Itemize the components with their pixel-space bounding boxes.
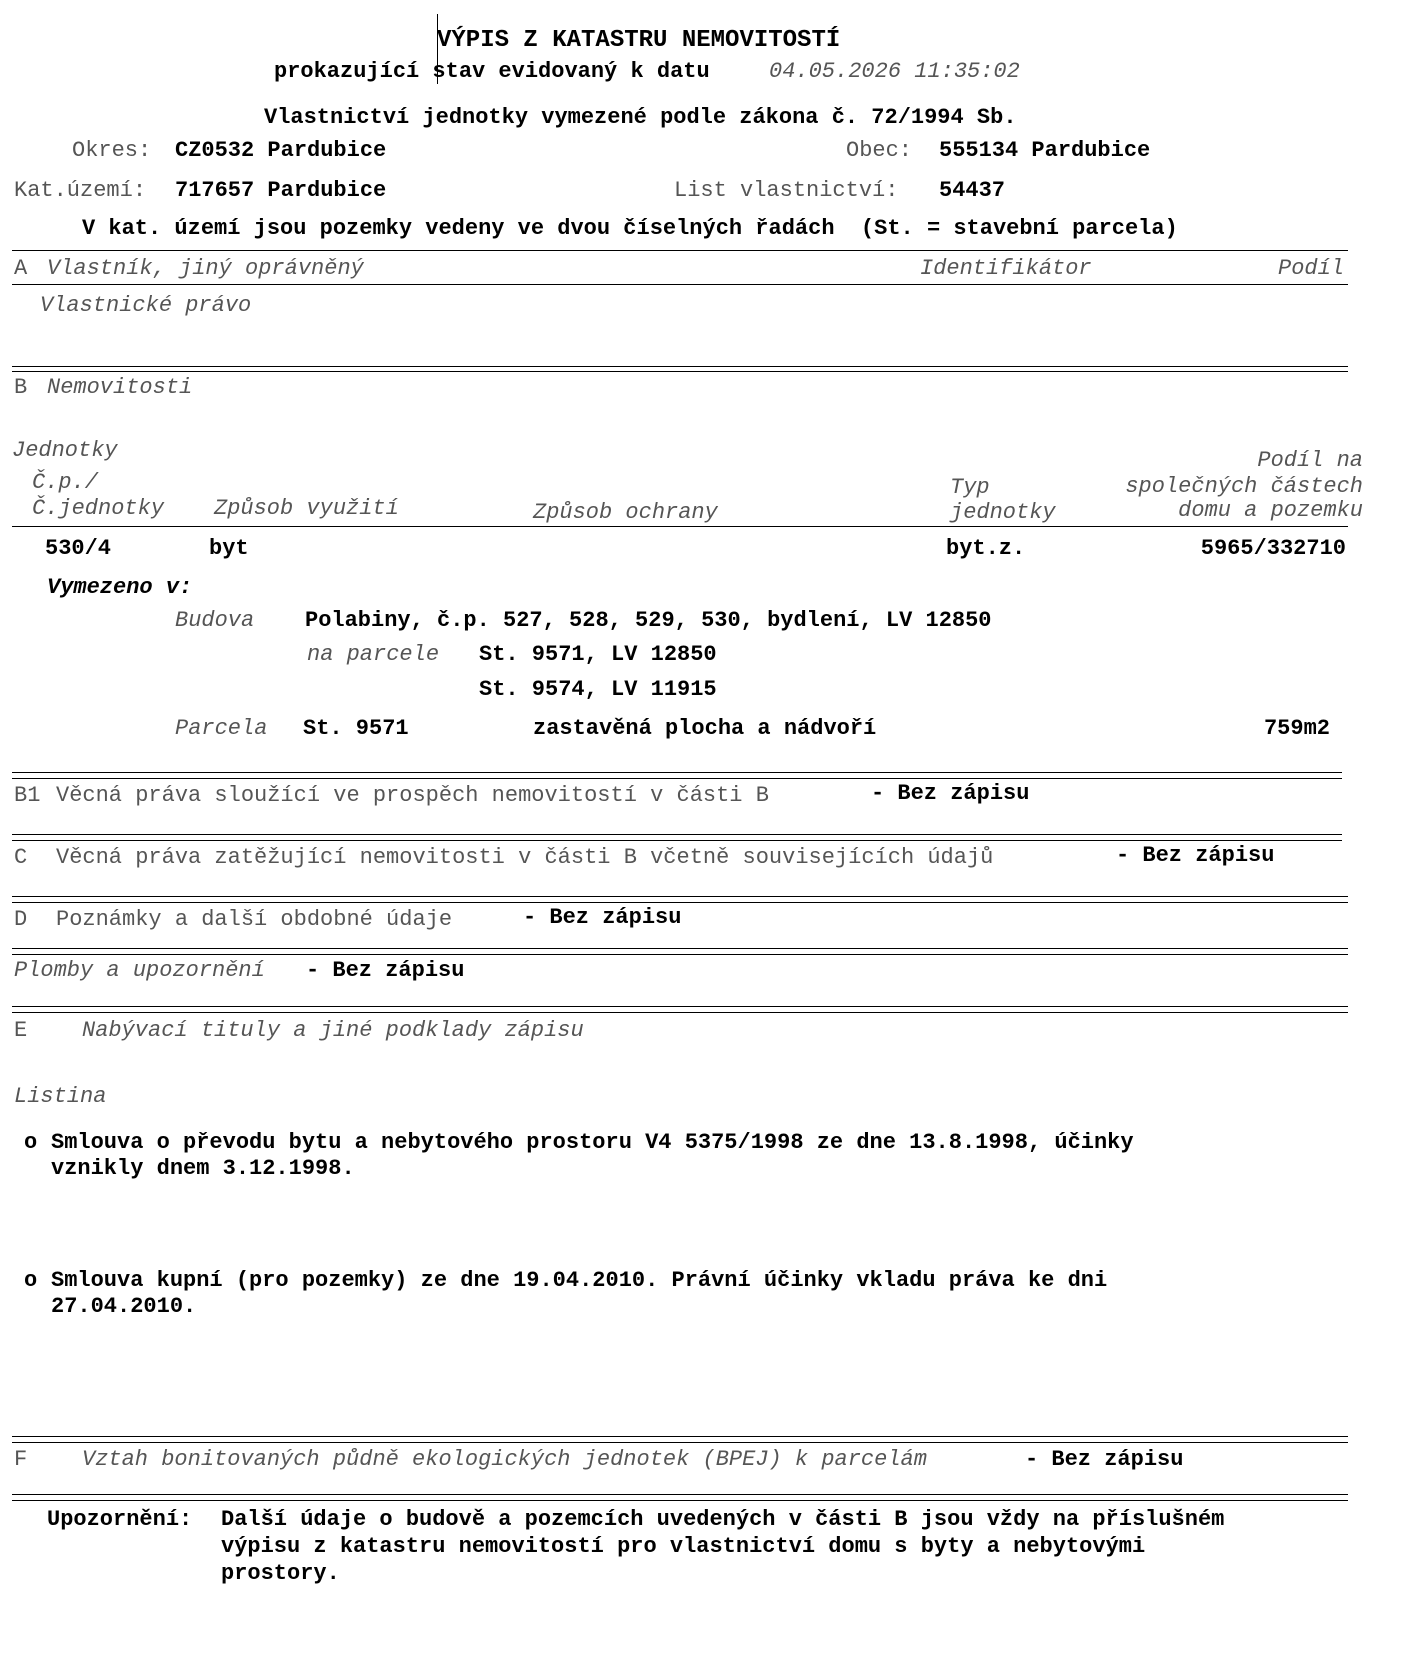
section-c-letter: C bbox=[14, 845, 28, 870]
section-b-title: Nemovitosti bbox=[47, 375, 193, 400]
rule-b1-top-1 bbox=[12, 772, 1342, 773]
rule-f-top-1 bbox=[12, 1436, 1348, 1437]
section-f-letter: F bbox=[14, 1447, 28, 1472]
rule-e-top-2 bbox=[12, 1012, 1348, 1013]
col-type-2: jednotky bbox=[950, 500, 1056, 525]
defined-in: Vymezeno v: bbox=[47, 575, 193, 600]
section-e-letter: E bbox=[14, 1018, 28, 1043]
katuzemi-label: Kat.území: bbox=[14, 178, 147, 203]
subtitle-prefix: prokazující stav evidovaný k datu bbox=[274, 59, 710, 84]
section-b1-letter: B1 bbox=[14, 783, 41, 808]
rule-c-top-2 bbox=[12, 840, 1342, 841]
okres-value: CZ0532 Pardubice bbox=[175, 138, 387, 163]
rule-d-top-1 bbox=[12, 896, 1348, 897]
section-a-title: Vlastník, jiný oprávněný bbox=[47, 256, 364, 281]
col-protection: Způsob ochrany bbox=[533, 500, 718, 525]
rule-notice-top-1 bbox=[12, 1494, 1348, 1495]
series-note: V kat. území jsou pozemky vedeny ve dvou číselných řadách (St. = stavební parcela) bbox=[82, 216, 1178, 241]
section-a-letter: A bbox=[14, 256, 28, 281]
section-f-title: Vztah bonitovaných půdně ekologických jednotek (BPEJ) k parcelám bbox=[82, 1447, 927, 1472]
section-b1-title: Věcná práva sloužící ve prospěch nemovitostí v části B bbox=[56, 783, 769, 808]
building-value: Polabiny, č.p. 527, 528, 529, 530, bydlení, LV 12850 bbox=[305, 608, 992, 633]
section-b-letter: B bbox=[14, 375, 28, 400]
section-d-title: Poznámky a další obdobné údaje bbox=[56, 907, 453, 932]
section-a-subtitle: Vlastnické právo bbox=[40, 293, 252, 318]
section-d-status: - Bez zápisu bbox=[523, 905, 682, 930]
row-share: 5965/332710 bbox=[1200, 536, 1346, 561]
col-share: Podíl bbox=[1278, 256, 1345, 281]
section-c-status: - Bez zápisu bbox=[1116, 843, 1275, 868]
col-share-3: domu a pozemku bbox=[1178, 498, 1363, 523]
doc-2-line-1: Smlouva kupní (pro pozemky) ze dne 19.04.2010. Právní účinky vkladu práva ke dni bbox=[51, 1268, 1108, 1293]
rule-a-header bbox=[12, 284, 1348, 285]
col-type-1: Typ bbox=[950, 475, 990, 500]
parcel-area: 759m2 bbox=[1263, 716, 1330, 741]
on-parcel-label: na parcele bbox=[307, 642, 440, 667]
section-e-title: Nabývací tituly a jiné podklady zápisu bbox=[82, 1018, 584, 1043]
lv-value: 54437 bbox=[939, 178, 1006, 203]
notice-label: Upozornění: bbox=[47, 1507, 193, 1532]
units-heading: Jednotky bbox=[12, 438, 118, 463]
seals-status: - Bez zápisu bbox=[306, 958, 465, 983]
doc-2-line-2: 27.04.2010. bbox=[51, 1294, 197, 1319]
col-share-2: společných částech bbox=[1125, 474, 1363, 499]
row-type: byt.z. bbox=[946, 536, 1026, 561]
parcel-use: zastavěná plocha a nádvoří bbox=[533, 716, 877, 741]
doc-1-line-2: vznikly dnem 3.12.1998. bbox=[51, 1156, 355, 1181]
lv-label: List vlastnictví: bbox=[674, 178, 899, 203]
rule-f-top-2 bbox=[12, 1442, 1348, 1443]
section-f-status: - Bez zápisu bbox=[1025, 1447, 1184, 1472]
col-cp: Č.p./ bbox=[32, 470, 99, 495]
rule-notice-top-2 bbox=[12, 1500, 1348, 1501]
okres-label: Okres: bbox=[72, 138, 152, 163]
col-use: Způsob využití bbox=[214, 496, 399, 521]
doc-1-line-1: Smlouva o převodu bytu a nebytového prostoru V4 5375/1998 ze dne 13.8.1998, účinky bbox=[51, 1130, 1134, 1155]
rule-seals-top-1 bbox=[12, 948, 1348, 949]
notice-line-3: prostory. bbox=[221, 1561, 340, 1586]
katuzemi-value: 717657 Pardubice bbox=[175, 178, 387, 203]
rule-e-top-1 bbox=[12, 1006, 1348, 1007]
rule-b1-top-2 bbox=[12, 778, 1342, 779]
parcel-number: St. 9571 bbox=[303, 716, 409, 741]
obec-value: 555134 Pardubice bbox=[939, 138, 1151, 163]
row-use: byt bbox=[209, 536, 249, 561]
building-label: Budova bbox=[175, 608, 255, 633]
document-title: VÝPIS Z KATASTRU NEMOVITOSTÍ bbox=[437, 27, 841, 54]
section-c-title: Věcná práva zatěžující nemovitosti v části B včetně souvisejících údajů bbox=[56, 845, 994, 870]
obec-label: Obec: bbox=[846, 138, 913, 163]
listina-heading: Listina bbox=[14, 1084, 107, 1109]
rule-b-top-2 bbox=[12, 371, 1348, 372]
parcel-1: St. 9571, LV 12850 bbox=[479, 642, 717, 667]
col-unit: Č.jednotky bbox=[32, 496, 165, 521]
notice-line-2: výpisu z katastru nemovitostí pro vlastnictví domu s byty a nebytovými bbox=[221, 1534, 1146, 1559]
rule-b-header bbox=[12, 526, 1348, 527]
law-line: Vlastnictví jednotky vymezené podle zákona č. 72/1994 Sb. bbox=[264, 105, 1017, 130]
rule-seals-top-2 bbox=[12, 954, 1348, 955]
rule-a-top bbox=[12, 250, 1348, 251]
seals-title: Plomby a upozornění bbox=[14, 958, 265, 983]
notice-line-1: Další údaje o budově a pozemcích uvedených v části B jsou vždy na příslušném bbox=[221, 1507, 1225, 1532]
col-identifier: Identifikátor bbox=[920, 256, 1092, 281]
parcel-label: Parcela bbox=[175, 716, 268, 741]
section-b1-status: - Bez zápisu bbox=[871, 781, 1030, 806]
rule-b-top-1 bbox=[12, 366, 1348, 367]
rule-d-top-2 bbox=[12, 902, 1348, 903]
parcel-2: St. 9574, LV 11915 bbox=[479, 677, 717, 702]
rule-c-top-1 bbox=[12, 834, 1342, 835]
bullet-1: o bbox=[24, 1130, 38, 1155]
bullet-2: o bbox=[24, 1268, 38, 1293]
section-d-letter: D bbox=[14, 907, 28, 932]
col-share-1: Podíl na bbox=[1257, 448, 1363, 473]
row-unit: 530/4 bbox=[45, 536, 112, 561]
subtitle-datetime: 04.05.2026 11:35:02 bbox=[769, 59, 1020, 84]
